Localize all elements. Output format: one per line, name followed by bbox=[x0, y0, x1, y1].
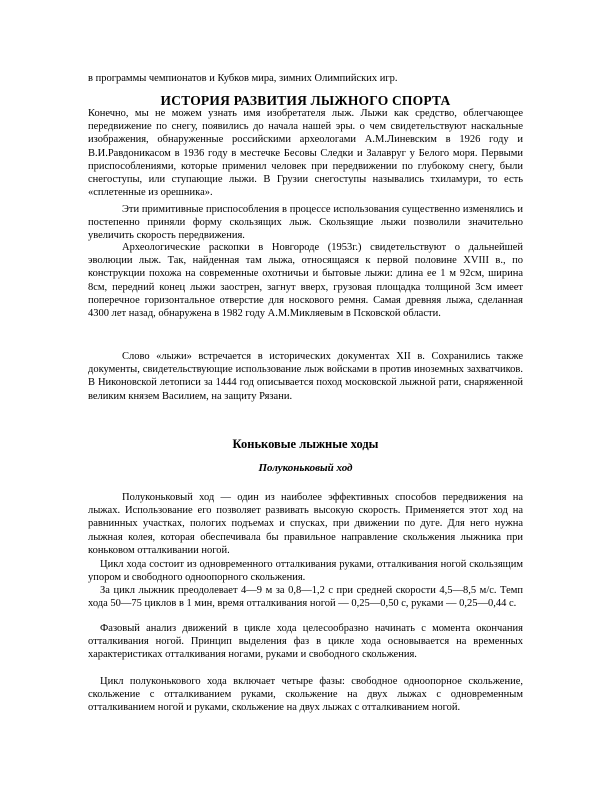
skating-subtitle: Полуконьковый ход bbox=[258, 462, 353, 474]
skating-paragraph-5: Цикл полуконькового хода включает четыре фазы: свободное одноопорное скольжение, скольжение с отталкиванием руками, скольжение на двух лыжах с одновременным отталкиванием ногой и руками, скольжение на двух лыжах с отталкиванием ногой. bbox=[88, 676, 523, 714]
skating-paragraph-2: Цикл хода состоит из одновременного отталкивания руками, отталкивания ногой скользящим упором и свободного одноопорного скольжения. bbox=[88, 559, 523, 584]
history-title: ИСТОРИЯ РАЗВИТИЯ ЛЫЖНОГО СПОРТА bbox=[160, 93, 451, 108]
history-paragraph-2: Эти примитивные приспособления в процессе использования существенно изменялись и постепенно приняли форму скользящих лыж. Скользящие лыжи позволили значительно увеличить скорость передвижения. bbox=[88, 204, 523, 242]
history-paragraph-4: Слово «лыжи» встречается в исторических документах XII в. Сохранились также документы, свидетельствующие использование лыж войсками в против иноземных захватчиков. В Никоновской летописи за 1444 год описывается поход московской лыжной рати, снаряженной великим князем Василием, на защиту Рязани. bbox=[88, 351, 523, 402]
history-paragraph-1: Конечно, мы не можем узнать имя изобретателя лыж. Лыжи как средство, облегчающее передвижение по снегу, появились до начала нашей эры. о чем свидетельствуют наскальные изображения, обнаруженные российскими археологами А.М.Линевским в 1926 году и В.И.Равдоникасом в 1936 году в местечке Бесовы Следки и Залавруг у Белого моря. Первыми приспособлениями, которые применил человек при передвижении по глубокому снегу, были снегоступы, или ступающие лыжи. В Грузии снегоступы назывались тхиламури, то есть «сплетенные из орешника». bbox=[88, 108, 523, 199]
skating-paragraph-4: Фазовый анализ движений в цикле хода целесообразно начинать с момента окончания отталкивания ногой. Принцип выделения фаз в цикле хода основывается на временных характеристиках отталкивания ногами, руками и свободного скольжения. bbox=[88, 623, 523, 661]
skating-paragraph-1: Полуконьковый ход — один из наиболее эффективных способов передвижения на лыжах. Использование его позволяет развивать высокую скорость. Применяется этот ход на равнинных участках, пологих подъемах и спусках, при движении по дуге. Для него нужна лыжная колея, которая обеспечивала бы правильное направление скольжения лыжника при коньковом отталкивании ногой. bbox=[88, 492, 523, 556]
skating-paragraph-3: За цикл лыжник преодолевает 4—9 м за 0,8—1,2 с при средней скорости 4,5—8,5 м/с. Темп хода 50—75 циклов в 1 мин, время отталкивания ногой — 0,25—0,50 с, руками — 0,25—0,44 с. bbox=[88, 585, 523, 610]
intro-line: в программы чемпионатов и Кубков мира, зимних Олимпийских игр. bbox=[88, 73, 398, 84]
history-paragraph-3: Археологические раскопки в Новгороде (1953г.) свидетельствуют о дальнейшей эволюции лыж. Так, найденная там лыжа, относящаяся к первой половине XVIII в., по конструкции похожа на современные охотничьи и бытовые лыжи: длина ее 1 м 92см, ширина 8см, передний конец лыжи заострен, загнут вверх, грузовая площадка толщиной 3см имеет поперечное горизонтальное отверстие для носкового ремня. Самая древняя лыжа, сделанная 4300 лет назад, обнаружена в 1982 году А.М.Микляевым в Псковской области. bbox=[88, 242, 523, 320]
skating-title: Коньковые лыжные ходы bbox=[232, 437, 379, 451]
